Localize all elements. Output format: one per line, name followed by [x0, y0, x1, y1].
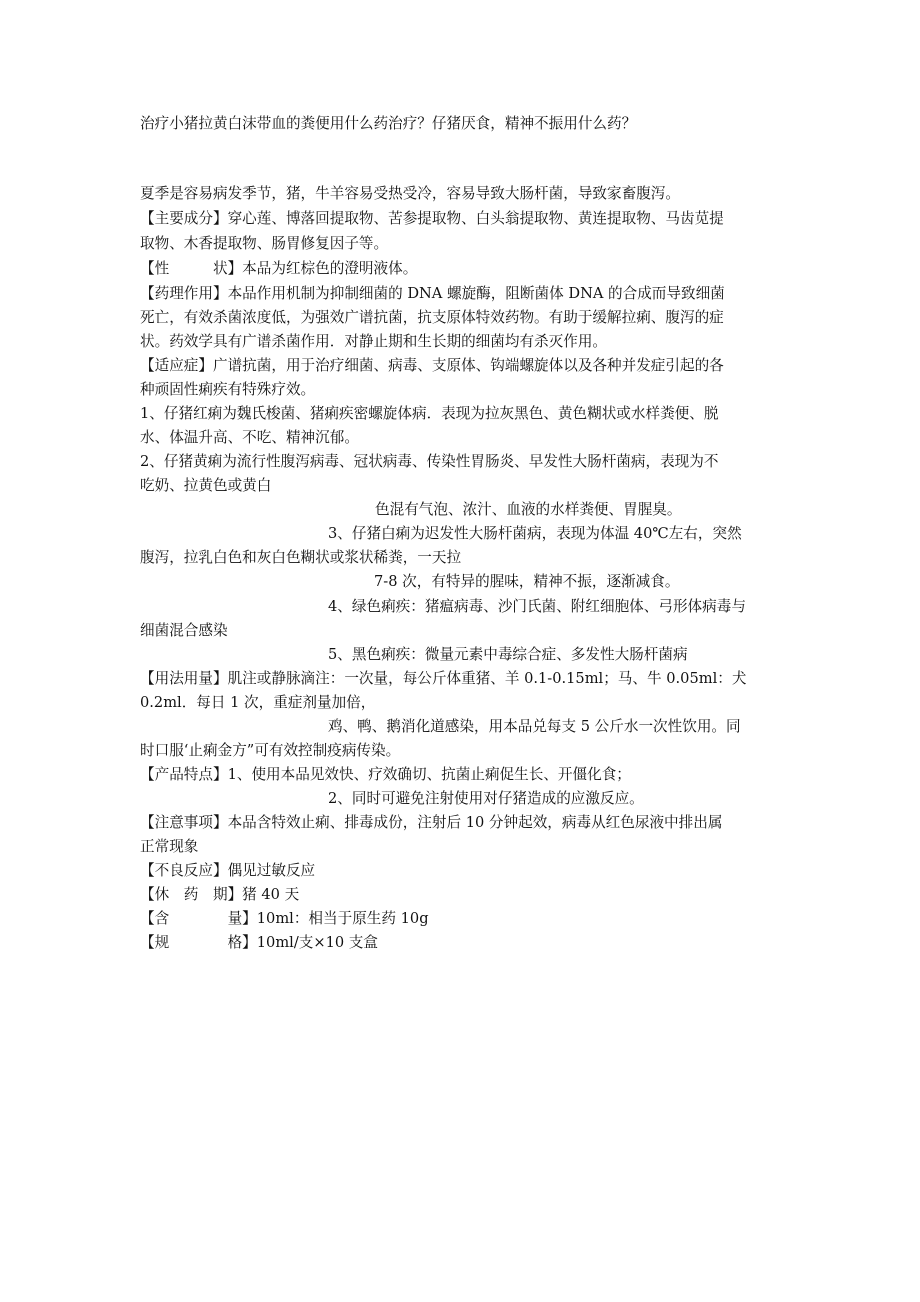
body-line: 【休 药 期】猪 40 天: [140, 886, 300, 903]
body-line: 【含 量】10ml：相当于原生药 10g: [140, 910, 429, 927]
body-line: 4、绿色痢疾：猪瘟病毒、沙门氏菌、附红细胞体、弓形体病毒与: [328, 598, 746, 615]
body-line: 色混有气泡、浓汁、血液的水样粪便、胃腥臭。: [375, 501, 682, 518]
body-line: 取物、木香提取物、肠胃修复因子等。: [140, 235, 389, 252]
body-line: 正常现象: [140, 838, 199, 855]
body-line: 种顽固性痢疾有特殊疗效。: [140, 381, 316, 398]
body-line: 【规 格】10ml/支×10 支盒: [140, 934, 378, 951]
body-line: 1、仔猪红痢为魏氏梭菌、猪痢疾密螺旋体病．表现为拉灰黑色、黄色糊状或水样粪便、脱: [140, 405, 719, 422]
body-line: 2、仔猪黄痢为流行性腹泻病毒、冠状病毒、传染性胃肠炎、早发性大肠杆菌病，表现为不: [140, 453, 719, 470]
body-line: 0.2ml．每日 1 次，重症剂量加倍，: [140, 694, 376, 711]
body-line: 夏季是容易病发季节，猪，牛羊容易受热受冷，容易导致大肠杆菌，导致家畜腹泻。: [140, 185, 680, 202]
body-line: 【产品特点】1、使用本品见效快、疗效确切、抗菌止痢促生长、开僵化食；: [140, 766, 631, 783]
body-line: 【主要成分】穿心莲、博落回提取物、苦参提取物、白头翁提取物、黄连提取物、马齿苋提: [140, 210, 724, 227]
body-line: 吃奶、拉黄色或黄白: [140, 477, 272, 494]
body-line: 死亡，有效杀菌浓度低，为强效广谱抗菌，抗支原体特效药物。有助于缓解拉痢、腹泻的症: [140, 309, 724, 326]
body-line: 【注意事项】本品含特效止痢、排毒成份，注射后 10 分钟起效，病毒从红色尿液中排出属: [140, 814, 723, 831]
body-line: 时口服‘止痢金方”可有效控制疫病传染。: [140, 742, 401, 759]
body-line: 【适应症】广谱抗菌，用于治疗细菌、病毒、支原体、钩端螺旋体以及各种并发症引起的各: [140, 357, 724, 374]
body-line: 腹泻，拉乳白色和灰白色糊状或浆状稀粪，一天拉: [140, 549, 462, 566]
body-line: 7-8 次，有特异的腥味，精神不振，逐渐减食。: [374, 573, 680, 590]
body-line: 【不良反应】偶见过敏反应: [140, 862, 316, 879]
body-line: 【性 状】本品为红棕色的澄明液体。: [140, 260, 418, 277]
body-line: 鸡、鸭、鹅消化道感染，用本品兑每支 5 公斤水一次性饮用。同: [328, 718, 741, 735]
body-line: 细菌混合感染: [140, 622, 228, 639]
body-line: 水、体温升高、不吃、精神沉郁。: [140, 429, 359, 446]
body-line: 3、仔猪白痢为迟发性大肠杆菌病，表现为体温 40℃左右，突然: [328, 525, 742, 542]
document-title: 治疗小猪拉黄白沫带血的粪便用什么药治疗？仔猪厌食，精神不振用什么药？: [140, 115, 637, 132]
body-line: 5、黑色痢疾：微量元素中毒综合症、多发性大肠杆菌病: [328, 646, 688, 663]
body-line: 【用法用量】肌注或静脉滴注：一次量，每公斤体重猪、羊 0.1-0.15ml；马、牛 0.05ml：犬: [140, 670, 747, 687]
body-line: 状。药效学具有广谱杀菌作用．对静止期和生长期的细菌均有杀灭作用。: [140, 333, 608, 350]
body-line: 【药理作用】本品作用机制为抑制细菌的 DNA 螺旋酶，阻断菌体 DNA 的合成而导致细菌: [140, 285, 725, 302]
body-line: 2、同时可避免注射使用对仔猪造成的应激反应。: [328, 790, 644, 807]
